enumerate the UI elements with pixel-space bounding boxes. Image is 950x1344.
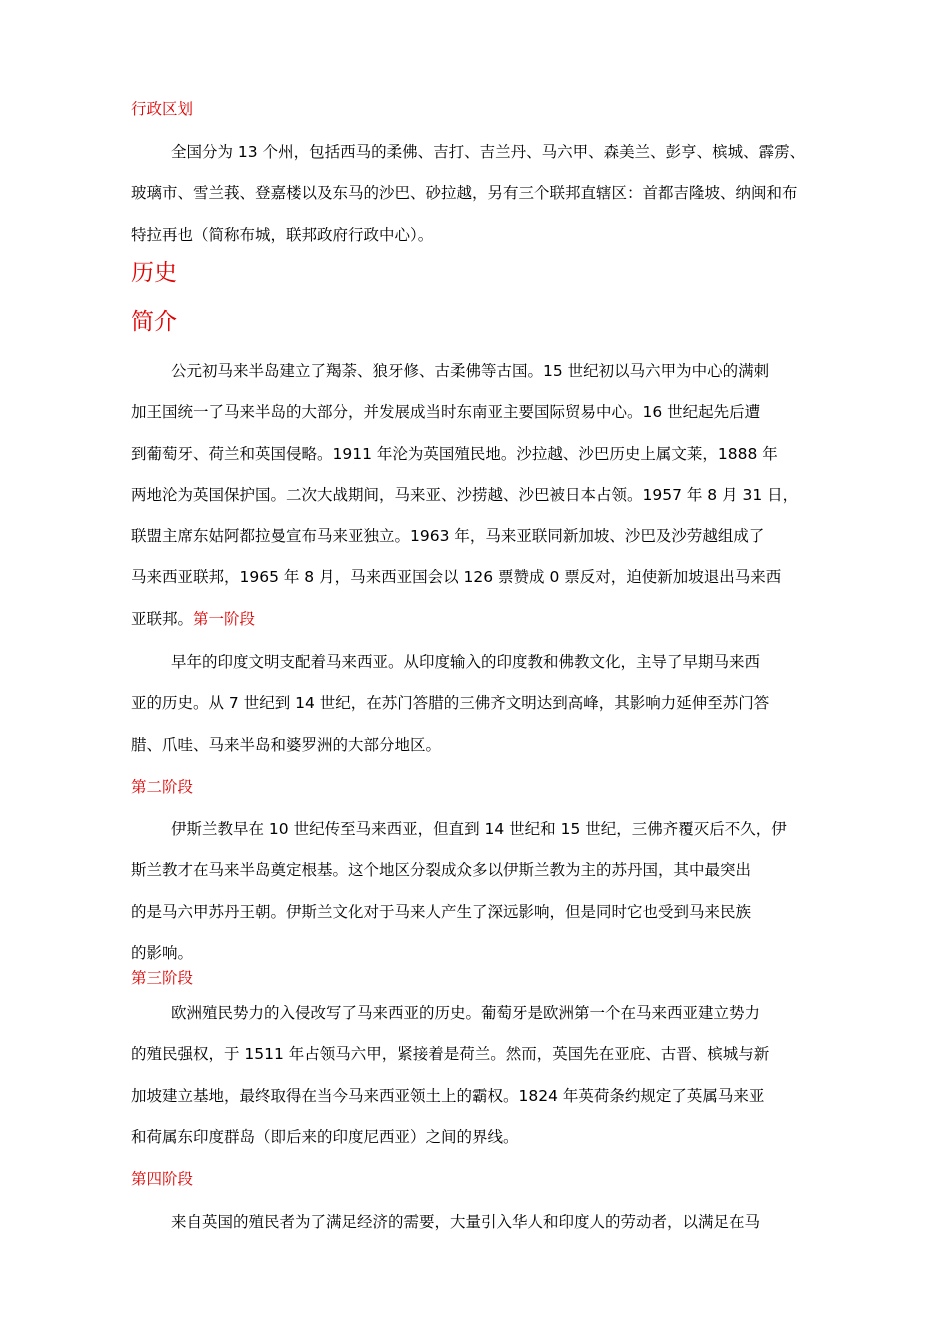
section-heading-stage-2: 第二阶段 [131,778,194,796]
text-line: 和荷属东印度群岛（即后来的印度尼西亚）之间的界线。 [131,1127,519,1146]
text-line: 伊斯兰教早在 10 世纪传至马来西亚，但直到 14 世纪和 15 世纪，三佛齐覆灭后不久，伊 [171,820,787,838]
paragraph-stage-3 [131,1003,836,1168]
section-heading-stage-1: 第一阶段 [193,609,256,628]
text-line-last [131,609,836,650]
section-heading-stage-3: 第三阶段 [131,969,194,987]
text-line: 的是马六甲苏丹王朝。伊斯兰文化对于马来人产生了深远影响，但是同时它也受到马来民族 [131,902,752,921]
text-line: 的影响。 [131,943,194,962]
text-line: 斯兰教才在马来半岛奠定根基。这个地区分裂成众多以伊斯兰教为主的苏丹国，其中最突出 [131,861,752,880]
section-heading-intro: 简介 [131,309,177,335]
text-line: 来自英国的殖民者为了满足经济的需要，大量引入华人和印度人的劳动者，以满足在马 [171,1213,761,1231]
text-line: 联盟主席东姑阿都拉曼宣布马来亚独立。1963 年，马来亚联同新加坡、沙巴及沙劳越组成了 [131,527,765,546]
text-line: 到葡萄牙、荷兰和英国侵略。1911 年沦为英国殖民地。沙拉越、沙巴历史上属文莱，1888 年 [131,444,778,463]
text-line: 两地沦为英国保护国。二次大战期间，马来亚、沙捞越、沙巴被日本占领。1957 年 8 月 31 日， [131,485,799,504]
paragraph-stage-2 [131,819,836,969]
text-line: 欧洲殖民势力的入侵改写了马来西亚的历史。葡萄牙是欧洲第一个在马来西亚建立势力 [171,1004,761,1022]
text-line: 腊、爪哇、马来半岛和婆罗洲的大部分地区。 [131,735,442,754]
paragraph-admin [131,142,836,266]
section-heading-stage-4: 第四阶段 [131,1170,194,1188]
paragraph-stage-1 [131,652,836,776]
text-fragment: 亚联邦。 [131,609,194,628]
text-line: 的殖民强权，于 1511 年占领马六甲，紧接着是荷兰。然而，英国先在亚庇、古晋、槟城与新 [131,1045,770,1064]
text-line: 玻璃市、雪兰莪、登嘉楼以及东马的沙巴、砂拉越，另有三个联邦直辖区：首都吉隆坡、纳闽和布 [131,184,798,203]
text-line: 加坡建立基地，最终取得在当今马来西亚领土上的霸权。1824 年英荷条约规定了英属马来亚 [131,1086,765,1105]
section-heading-admin: 行政区划 [131,100,194,118]
text-line: 亚的历史。从 7 世纪到 14 世纪，在苏门答腊的三佛齐文明达到高峰，其影响力延伸至苏门答 [131,694,770,713]
text-line: 特拉再也（简称布城，联邦政府行政中心）。 [131,225,434,244]
paragraph-intro [131,361,836,650]
text-line: 公元初马来半岛建立了羯荼、狼牙修、古柔佛等古国。15 世纪初以马六甲为中心的满刺 [171,362,770,380]
section-heading-history: 历史 [131,260,177,286]
paragraph-stage-4 [131,1212,836,1253]
text-line: 全国分为 13 个州，包括西马的柔佛、吉打、吉兰丹、马六甲、森美兰、彭亨、槟城、霹雳、 [171,143,806,161]
text-line: 马来西亚联邦，1965 年 8 月，马来西亚国会以 126 票赞成 0 票反对，迫使新加坡退出马来西 [131,568,782,587]
text-line: 加王国统一了马来半岛的大部分，并发展成当时东南亚主要国际贸易中心。16 世纪起先后遭 [131,403,761,422]
text-line: 早年的印度文明支配着马来西亚。从印度输入的印度教和佛教文化，主导了早期马来西 [171,653,761,671]
